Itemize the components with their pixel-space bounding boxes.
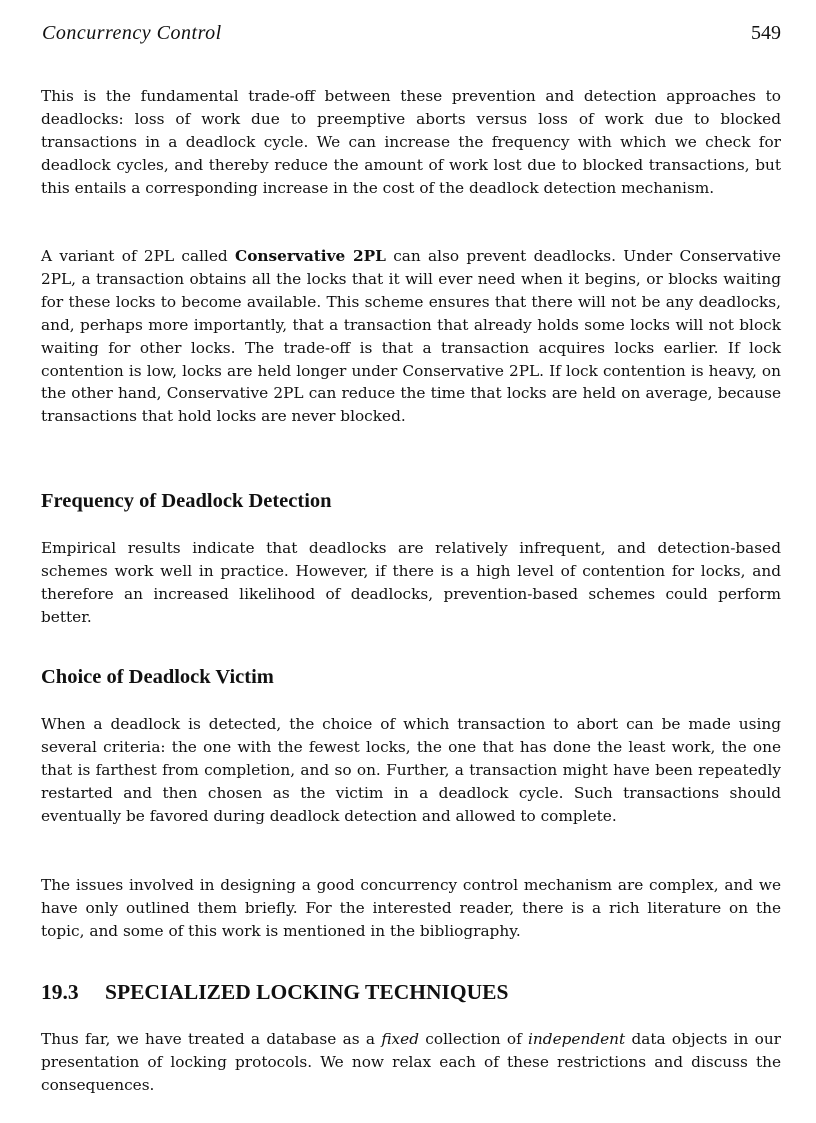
- p2-text-start: A variant of 2PL called: [41, 247, 236, 265]
- p6-italic-independent: independent: [528, 1030, 626, 1048]
- paragraph-frequency: Empirical results indicate that deadlocks are relatively infrequent, and detection-based schemes work well in practice. However, if there is a high level of contention for locks, and therefore an increased likelihood of deadlocks, prevention-based schemes could perform better.: [41, 539, 781, 626]
- p6-part-c: collection of: [419, 1030, 529, 1048]
- paragraph-victim: When a deadlock is detected, the choice of which transaction to abort can be made using several criteria: the one with the fewest locks, the one that has done the least work, the one that is farthest from completion, and so on. Further, a transaction might have been repeatedly restarted and then chosen as the victim in a deadlock cycle. Such transactions should eventually be favored during deadlock detection and allowed to complete.: [41, 715, 781, 825]
- section-heading: [41, 979, 508, 1005]
- p6-part-a: Thus far, we have treated a database as a: [41, 1030, 382, 1048]
- p2-text-rest: can also prevent deadlocks. Under Conservative 2PL, a transaction obtains all the locks that it will ever need when it begins, or blocks waiting for these locks to become available. This scheme ensures that there will not be any deadlocks, and, perhaps more importantly, that a transaction that already holds some locks will not block waiting for other locks. The trade-off is that a transaction acquires locks earlier. If lock contention is low, locks are held longer under Conservative 2PL. If lock contention is heavy, on the other hand, Conservative 2PL can reduce the time that locks are held on average, because transactions that hold locks are never blocked.: [41, 247, 781, 426]
- subheading-frequency: Frequency of Deadlock Detection: [41, 490, 332, 512]
- p6-italic-fixed: fixed: [381, 1030, 419, 1048]
- subheading-victim: Choice of Deadlock Victim: [41, 666, 274, 688]
- term-conservative-2pl: Conservative 2PL: [235, 247, 386, 265]
- running-title: Concurrency Control: [42, 22, 222, 44]
- section-title: SPECIALIZED LOCKING TECHNIQUES: [105, 980, 509, 1004]
- section-number: 19.3: [41, 980, 79, 1004]
- p6-part-e: data objects in our presentation of locking protocols. We now relax each of these restrictions and discuss the consequences.: [41, 1030, 781, 1094]
- paragraph-tradeoff: This is the fundamental trade-off between these prevention and detection approaches to deadlocks: loss of work due to preemptive aborts versus loss of work due to blocked transactions in a deadlock cycle. We can increase the frequency with which we check for deadlock cycles, and thereby reduce the amount of work lost due to blocked transactions, but this entails a corresponding increase in the cost of the deadlock detection mechanism.: [41, 87, 781, 197]
- paragraph-specialized-intro: [41, 1028, 781, 1097]
- paragraph-issues: The issues involved in designing a good concurrency control mechanism are complex, and we have only outlined them briefly. For the interested reader, there is a rich literature on the topic, and some of this work is mentioned in the bibliography.: [41, 876, 781, 940]
- paragraph-conservative-2pl: [41, 245, 781, 428]
- page-number: 549: [751, 22, 781, 44]
- running-header: [41, 22, 781, 48]
